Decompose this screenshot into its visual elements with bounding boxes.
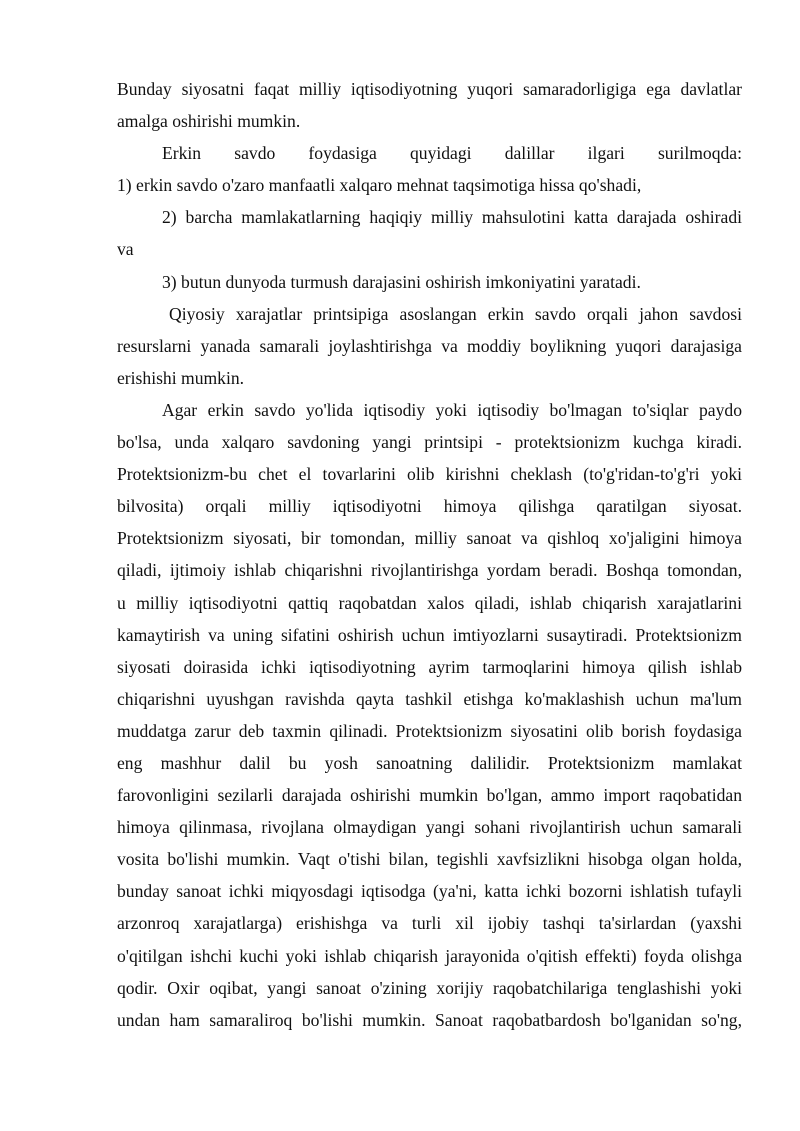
text-line: vosita bo'lishi mumkin. Vaqt o'tishi bilan, tegishli xavfsizlikni hisobga olgan holda, [117, 849, 742, 870]
text-line: muddatga zarur deb taxmin qilinadi. Protektsionizm siyosatini olib borish foydasiga [117, 720, 742, 741]
text-line: Protektsionizm-bu chet el tovarlarini olib kirishni cheklash (to'g'ridan-to'g'ri yoki [117, 464, 742, 485]
text-line: Protektsionizm siyosati, bir tomondan, milliy sanoat va qishloq xo'jaligini himoya [117, 528, 742, 549]
text-line: Erkin savdo foydasiga quyidagi dalillar ilgari surilmoqda: [162, 143, 742, 164]
text-line: qiladi, ijtimoiy ishlab chiqarishni rivojlantirishga yordam beradi. Boshqa tomondan, [117, 560, 742, 581]
paragraph-continuation [117, 73, 742, 137]
text-line: bunday sanoat ichki miqyosdagi iqtisodga (ya'ni, katta ichki bozorni ishlatish tufayli [117, 881, 742, 902]
text-line: 2) barcha mamlakatlarning haqiqiy milliy mahsulotini katta darajada oshiradi [162, 207, 742, 228]
text-line: 1) erkin savdo o'zaro manfaatli xalqaro mehnat taqsimotiga hissa qo'shadi, [117, 175, 642, 196]
text-line: Qiyosiy xarajatlar printsipiga asoslangan erkin savdo orqali jahon savdosi [169, 303, 742, 324]
text-line: chiqarishni uyushgan ravishda qayta tashkil etishga ko'maklashish uchun ma'lum [117, 688, 742, 709]
paragraph-comparative-costs [117, 298, 742, 394]
paragraph-free-trade-arguments [117, 137, 742, 201]
text-line: 3) butun dunyoda turmush darajasini oshirish imkoniyatini yaratadi. [162, 271, 641, 292]
text-line: undan ham samaraliroq bo'lishi mumkin. Sanoat raqobatbardosh bo'lganidan so'ng, [117, 1009, 742, 1030]
text-line: bo'lsa, unda xalqaro savdoning yangi printsipi - protektsionizm kuchga kiradi. [117, 432, 742, 453]
text-line: arzonroq xarajatlarga) erishishga va turli xil ijobiy tashqi ta'sirlardan (yaxshi [117, 913, 742, 934]
paragraph-argument-2 [117, 201, 742, 265]
paragraph-protectionism [117, 394, 742, 1036]
text-line: eng mashhur dalil bu yosh sanoatning dalilidir. Protektsionizm mamlakat [117, 752, 742, 773]
text-line: bilvosita) orqali milliy iqtisodiyotni himoya qilishga qaratilgan siyosat. [117, 496, 742, 517]
text-line: u milliy iqtisodiyotni qattiq raqobatdan xalos qiladi, ishlab chiqarish xarajatlarini [117, 592, 742, 613]
document-body [117, 73, 742, 1036]
text-line: erishishi mumkin. [117, 367, 245, 388]
text-line: qodir. Oxir oqibat, yangi sanoat o'zining xorijiy raqobatchilariga tenglashishi yoki [117, 977, 742, 998]
text-line: o'qitilgan ishchi kuchi yoki ishlab chiqarish jarayonida o'qitish effekti) foyda olishga [117, 945, 742, 966]
text-line: siyosati doirasida ichki iqtisodiyotning ayrim tarmoqlarini himoya qilish ishlab [117, 656, 742, 677]
text-line: Bunday siyosatni faqat milliy iqtisodiyotning yuqori samaradorligiga ega davlatlar [117, 79, 742, 99]
paragraph-argument-3 [117, 266, 742, 298]
text-line: kamaytirish va uning sifatini oshirish uchun imtiyozlarni susaytiradi. Protektsionizm [117, 624, 742, 645]
text-line: Agar erkin savdo yo'lida iqtisodiy yoki iqtisodiy bo'lmagan to'siqlar paydo [162, 399, 742, 420]
text-line: resurslarni yanada samarali joylashtirishga va moddiy boylikning yuqori darajasiga [117, 335, 742, 356]
text-line: himoya qilinmasa, rivojlana olmaydigan yangi sohani rivojlantirish uchun samarali [117, 817, 742, 838]
text-line: va [117, 239, 134, 260]
text-line: farovonligini sezilarli darajada oshirishi mumkin bo'lgan, ammo import raqobatidan [117, 785, 742, 806]
text-line: amalga oshirishi mumkin. [117, 111, 301, 132]
